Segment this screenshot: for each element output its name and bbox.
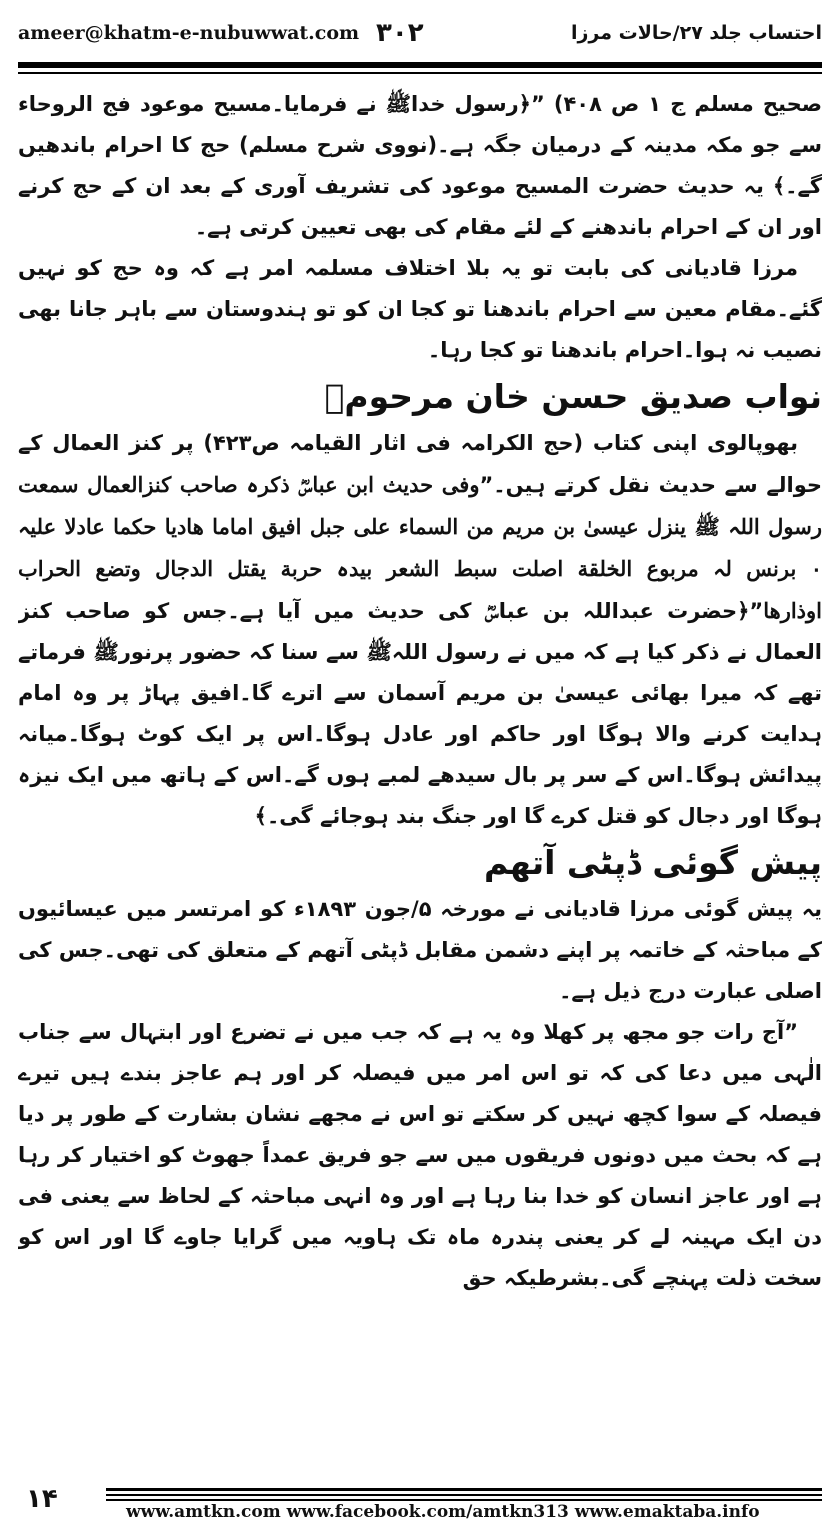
header-rule-thin [18,72,822,74]
footer-rule-2 [106,1494,822,1496]
header-page-number: ۳۰۲ [376,18,424,48]
footer-links[interactable]: www.amtkn.com www.facebook.com/amtkn313 www.emaktaba.info [126,1502,760,1522]
paragraph-prophecy-quote: ”آج رات جو مجھ پر کھلا وہ یہ ہے کہ جب میں نے تضرع اور ابتہال سے جناب الٰہی میں دعا کی کہ تو اس امر میں فیصلہ کر اور ہم عاجز بندے ہیں تیرے فیصلہ کے سوا کچھ نہیں کر سکتے تو اس نے مجھے نشان بشارت کے طور پر دیا ہے کہ بحث میں دونوں فریقوں میں سے جو فریق عمداً جھوٹ کو اختیار کر رہا ہے اور عاجز انسان کو خدا بنا رہا ہے اور وہ انہی مباحثہ کے لحاظ سے یعنی فی دن ایک مہینہ لے کر یعنی پندرہ ماہ تک ہاویہ میں گرایا جاوے گا اور اس کو سخت ذلت پہنچے گی۔بشرطیکہ حق [18,1020,822,1290]
footer-rule-1 [106,1488,822,1491]
section-heading-prophecy: پیش گوئی ڈپٹی آتھم [484,843,822,882]
bhopalvi-intro: بھوپالوی اپنی کتاب (حج الکرامہ فی اثار القیامہ ص۴۲۳) پر کنز العمال کے حوالے سے حدیث نقل کرتے ہیں۔” [18,431,822,497]
arabic-hadith-text: وفی حدیث ابن عباسؓ ذکرہ صاحب کنزالعمال سمعت رسول اللہ ﷺ ینزل عیسیٰ بن مریم من السماء علی جبل افیق اماما ھادیا حکما عادلا علیہ ۰ برنس لہ مربوع الخلقة اصلت سبط الشعر بیدہ حربة یقتل الدجال وتضع الحراب اوذارھا [18,472,822,623]
header-book-title: احتساب جلد ۲۷/حالات مرزا [570,22,822,44]
paragraph-bhopalvi [18,423,822,837]
paragraph-prophecy-intro: یہ پیش گوئی مرزا قادیانی نے مورخہ ۵/جون ۱۸۹۳ء کو امرتسر میں عیسائیوں کے مباحثہ کے خاتمہ پر اپنے دشمن مقابل ڈپٹی آتھم کے متعلق کی تھی۔جس کی اصلی عبارت درج ذیل ہے۔ [18,897,822,1003]
page-header [18,18,822,58]
footer-rule-3 [106,1499,822,1501]
header-email[interactable]: ameer@khatm-e-nubuwwat.com [18,22,360,44]
page-body [18,84,822,1466]
section-heading-nawab: نواب صدیق حسن خان مرحومؒ [324,377,822,416]
header-rule-thick [18,62,822,68]
hadith-translation: ”﴿حضرت عبداللہ بن عباسؓ کی حدیث میں آیا ہے۔جس کو صاحب کنز العمال نے ذکر کیا ہے کہ میں نے رسول اللہﷺ سے سنا کہ حضور پرنورﷺ فرماتے تھے کہ میرا بھائی عیسیٰ بن مریم آسمان سے اترے گا۔افیق پہاڑ پر وہ امام ہدایت کرنے والا ہوگا اور حاکم اور عادل ہوگا۔اس پر ایک کوٹ ہوگا۔میانہ پیدائش ہوگا۔اس کے سر پر بال سیدھے لمبے ہوں گے۔اس کے ہاتھ میں ایک نیزہ ہوگا اور دجال کو قتل کرے گا اور جنگ بند ہوجائے گی۔﴾ [18,599,822,828]
paragraph-hadith-muslim: صحیح مسلم ج ۱ ص ۴۰۸) ”﴿رسول خداﷺ نے فرمایا۔مسیح موعود فج الروحاء سے جو مکہ مدینہ کے درمیان جگہ ہے۔(نووی شرح مسلم) حج کا احرام باندھیں گے۔﴾ یہ حدیث حضرت المسیح موعود کی تشریف آوری کے بعد ان کے حج کرنے اور ان کے احرام باندھنے کے لئے مقام کی بھی تعیین کرتی ہے۔ [18,92,822,239]
paragraph-mirza-hajj: مرزا قادیانی کی بابت تو یہ بلا اختلاف مسلمہ امر ہے کہ وہ حج کو نہیں گئے۔مقام معین سے احرام باندھنا تو کجا ان کو تو ہندوستان سے باہر جانا بھی نصیب نہ ہوا۔احرام باندھنا تو کجا رہا۔ [18,256,822,362]
footer-page-number: ۱۴ [26,1484,58,1514]
page-footer [18,1480,822,1530]
